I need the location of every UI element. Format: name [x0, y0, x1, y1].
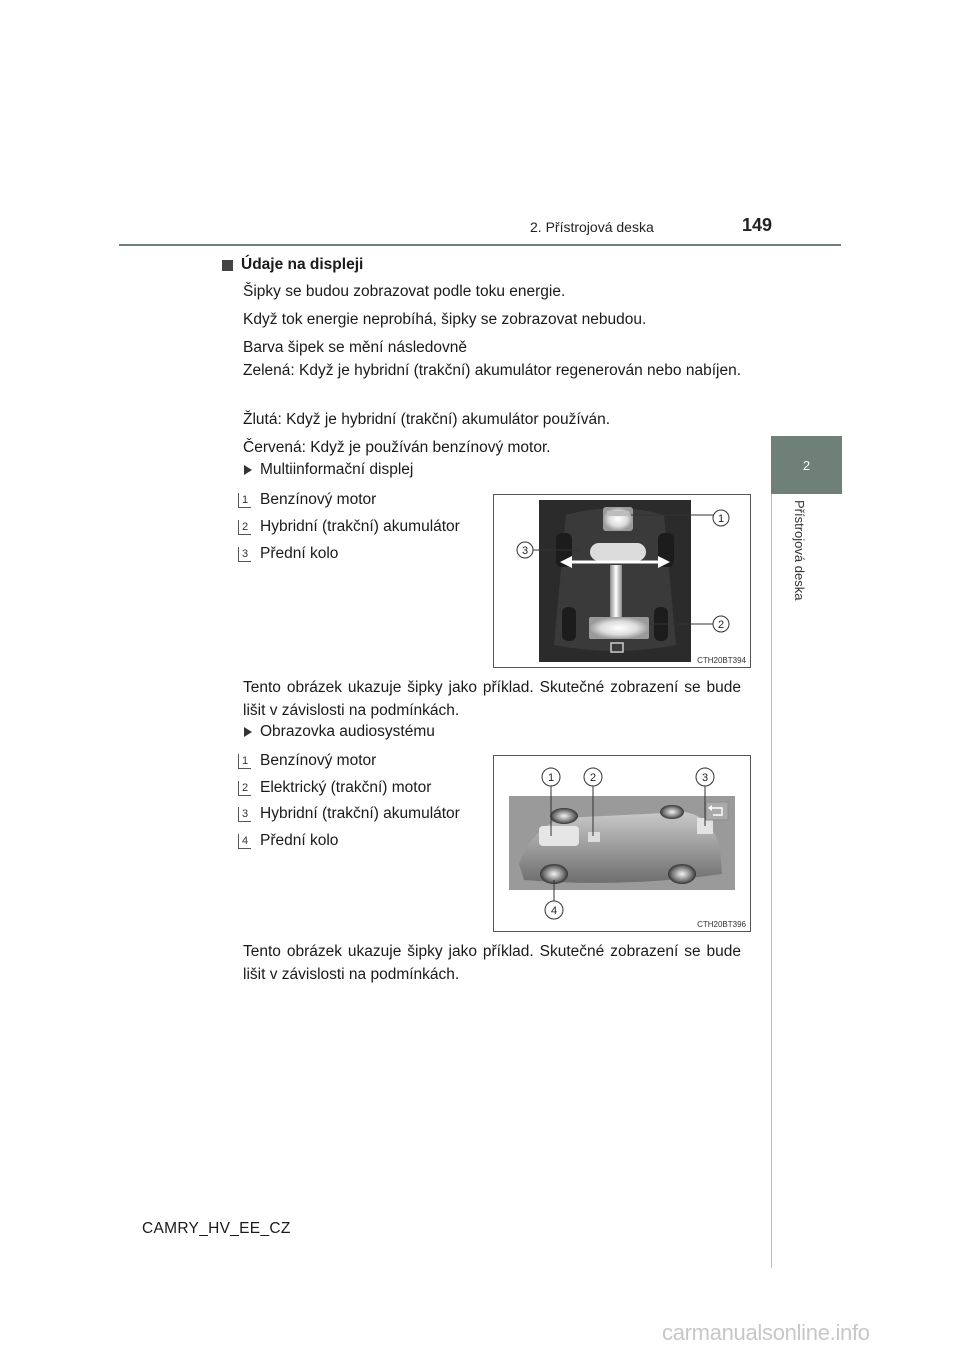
callout-1: 1: [547, 772, 555, 784]
subsection-heading: Multiinformační displej: [244, 461, 413, 479]
list-item: 1 Benzínový motor: [238, 752, 376, 770]
watermark: carmanualsonline.info: [662, 1320, 870, 1345]
paragraph: Žlutá: Když je hybridní (trakční) akumulátor používán.: [243, 411, 610, 428]
subsection-heading: Obrazovka audiosystému: [244, 723, 435, 741]
callout-2: 2: [717, 619, 725, 631]
figure-audio-display: [493, 755, 751, 932]
paragraph: Šipky se budou zobrazovat podle toku energie.: [243, 283, 566, 300]
document-code: CAMRY_HV_EE_CZ: [142, 1220, 291, 1237]
list-item: 1 Benzínový motor: [238, 491, 376, 509]
callout-2: 2: [589, 772, 597, 784]
list-item: 2 Elektrický (trakční) motor: [238, 779, 431, 797]
running-header: 2. Přístrojová deska: [530, 219, 654, 235]
callout-4: 4: [550, 905, 558, 917]
paragraph: Barva šipek se mění následovně: [243, 339, 468, 356]
paragraph: Červená: Když je používán benzínový motor.: [243, 439, 551, 456]
car-side-illustration: [494, 756, 750, 931]
figure-note: Tento obrázek ukazuje šipky jako příklad. Skutečné zobrazení se bude lišit v závislosti na podmínkách.: [243, 943, 741, 983]
chapter-label: Přístrojová deska: [792, 500, 807, 601]
paragraph: Když tok energie neprobíhá, šipky se zobrazovat nebudou.: [243, 311, 647, 328]
list-item: 3 Hybridní (trakční) akumulátor: [238, 805, 460, 823]
header-rule: [119, 244, 841, 246]
square-bullet-icon: [222, 260, 233, 271]
chapter-number: 2: [802, 457, 811, 473]
triangle-bullet-icon: [244, 727, 252, 737]
section-title: Údaje na displeji: [222, 256, 363, 274]
callout-3: 3: [701, 772, 709, 784]
callout-1: 1: [717, 513, 725, 525]
paragraph: Zelená: Když je hybridní (trakční) akumulátor regenerován nebo nabíjen.: [243, 362, 742, 379]
figure-note: Tento obrázek ukazuje šipky jako příklad. Skutečné zobrazení se bude lišit v závislosti na podmínkách.: [243, 679, 741, 719]
page-number: 149: [742, 215, 773, 235]
callout-3: 3: [521, 545, 529, 557]
figure-code: CTH20BT394: [697, 656, 746, 665]
list-item: 4 Přední kolo: [238, 832, 338, 850]
list-item: 3 Přední kolo: [238, 545, 338, 563]
figure-multi-display: [493, 494, 751, 668]
figure-code: CTH20BT396: [697, 920, 746, 929]
triangle-bullet-icon: [244, 465, 252, 475]
list-item: 2 Hybridní (trakční) akumulátor: [238, 518, 460, 536]
chapter-tab: [771, 436, 842, 494]
energy-flow-illustration: [494, 495, 750, 667]
